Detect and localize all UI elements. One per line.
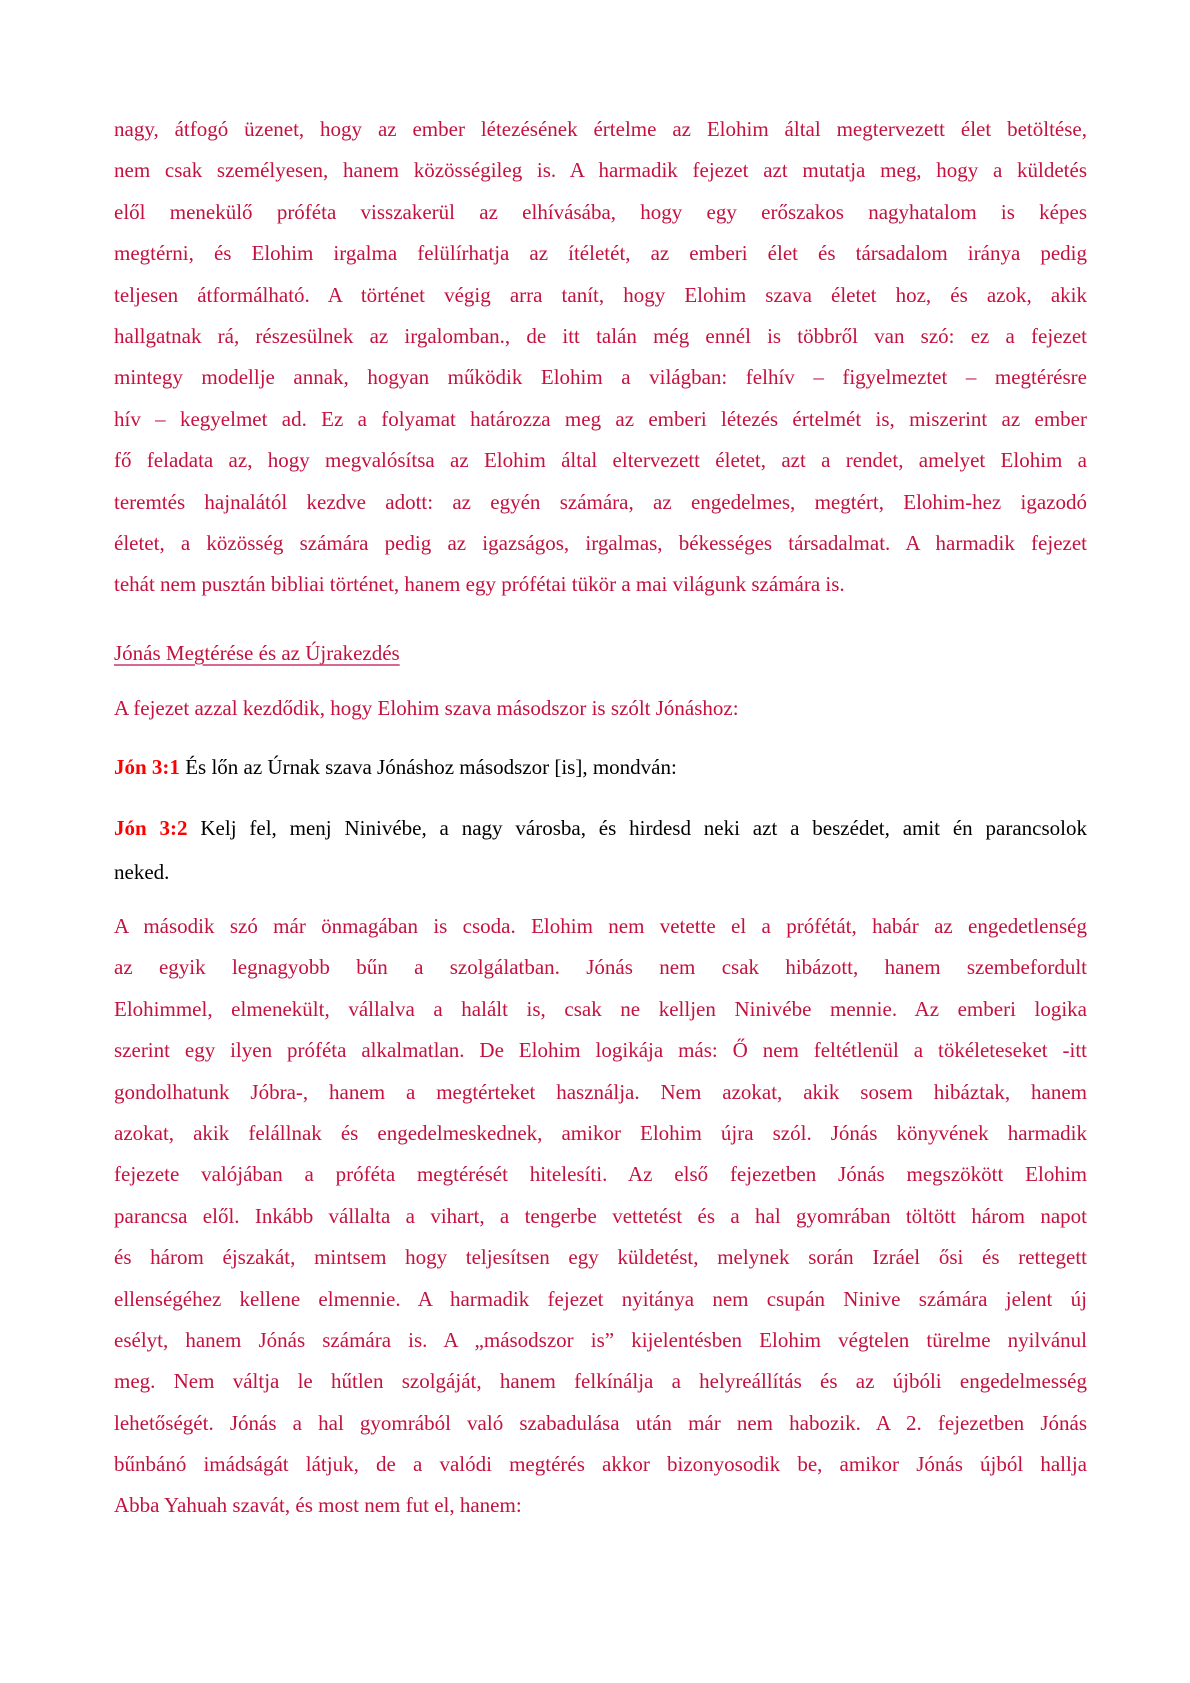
paragraph-commentary (114, 906, 1087, 1527)
text-line: az egyik legnagyobb bűn a szolgálatban. Jónás nem csak hibázott, hanem szembefordult (114, 955, 1087, 980)
text-line: parancsa elől. Inkább vállalta a vihart, a tengerbe vettetést és a hal gyomrában töltött három napot (114, 1203, 1087, 1228)
text-line: szerint egy ilyen próféta alkalmatlan. De Elohim logikája más: Ő nem feltétlenül a tökéleteseket -itt (114, 1038, 1087, 1063)
text-line: elől menekülő próféta visszakerül az elhívásába, hogy egy erőszakos nagyhatalom is képes (114, 199, 1087, 224)
text-line: és három éjszakát, mintsem hogy teljesítsen egy küldetést, melynek során Izráel ősi és rettegett (114, 1245, 1087, 1270)
text-line: bűnbánó imádságát látjuk, de a valódi megtérés akkor bizonyosodik be, amikor Jónás újból hallja (114, 1452, 1087, 1477)
text-line: fő feladata az, hogy megvalósítsa az Elohim által eltervezett életet, azt a rendet, amelyet Elohim a (114, 448, 1087, 473)
verse-ref: Jón 3:2 (114, 816, 188, 840)
text-line: Elohimmel, elmenekült, vállalva a halált is, csak ne kelljen Ninivébe mennie. Az emberi logika (114, 996, 1087, 1021)
text-line: életet, a közösség számára pedig az igazságos, irgalmas, békességes társadalmat. A harmadik fejezet (114, 530, 1087, 555)
text-line: fejezete valójában a próféta megtérését hitelesíti. Az első fejezetben Jónás megszökött Elohim (114, 1162, 1087, 1187)
text-line: lehetőségét. Jónás a hal gyomrából való szabadulása után már nem habozik. A 2. fejezetben Jónás (114, 1410, 1087, 1435)
text-line: esélyt, hanem Jónás számára is. A „másodszor is” kijelentésben Elohim végtelen türelme nyilvánul (114, 1327, 1087, 1352)
text-line: hív – kegyelmet ad. Ez a folyamat határozza meg az emberi létezés értelmét is, miszerint az ember (114, 406, 1087, 431)
text-line: gondolhatunk Jóbra-, hanem a megtérteket használja. Nem azokat, akik sosem hibáztak, hanem (114, 1079, 1087, 1104)
text-line: mintegy modellje annak, hogyan működik Elohim a világban: felhív – figyelmeztet – megtérésre (114, 365, 1087, 390)
verse-3-2 (114, 806, 1087, 894)
text-line: A második szó már önmagában is csoda. Elohim nem vetette el a prófétát, habár az engedetlenség (114, 914, 1087, 938)
text-line: tehát nem pusztán bibliai történet, hanem egy prófétai tükör a mai világunk számára is. (114, 572, 845, 597)
text-line: azokat, akik felállnak és engedelmeskednek, amikor Elohim újra szól. Jónás könyvének harmadik (114, 1120, 1087, 1145)
verse-3-1 (114, 745, 1087, 789)
verse-text: neked. (114, 860, 170, 884)
text-line: meg. Nem váltja le hűtlen szolgáját, hanem felkínálja a helyreállítás és az újbóli engedelmesség (114, 1369, 1087, 1394)
text-line: nem csak személyesen, hanem közösségileg is. A harmadik fejezet azt mutatja meg, hogy a küldetés (114, 158, 1087, 183)
text-line: teljesen átformálható. A történet végig arra tanít, hogy Elohim szava életet hoz, és azok, akik (114, 282, 1087, 307)
verse-ref: Jón 3:1 (114, 755, 180, 779)
section-heading: Jónás Megtérése és az Újrakezdés (114, 641, 400, 665)
text-line: hallgatnak rá, részesülnek az irgalomban., de itt talán még ennél is többről van szó: ez a fejezet (114, 323, 1087, 348)
text-line: megtérni, és Elohim irgalma felülírhatja az ítéletét, az emberi élet és társadalom iránya pedig (114, 241, 1087, 266)
text-line: Abba Yahuah szavát, és most nem fut el, hanem: (114, 1493, 522, 1518)
verse-text: Kelj fel, menj Ninivébe, a nagy városba, és hirdesd neki azt a beszédet, amit én parancsolok (200, 816, 1087, 840)
paragraph-intro-summary (114, 109, 1087, 606)
text-line: teremtés hajnalától kezdve adott: az egyén számára, az engedelmes, megtért, Elohim-hez igazodó (114, 489, 1087, 514)
text-line: nagy, átfogó üzenet, hogy az ember létezésének értelme az Elohim által megtervezett élet betöltése, (114, 117, 1087, 141)
intro-sentence: A fejezet azzal kezdődik, hogy Elohim szava másodszor is szólt Jónáshoz: (114, 696, 739, 720)
text-line: ellenségéhez kellene elmennie. A harmadik fejezet nyitánya nem csupán Ninive számára jelent új (114, 1286, 1087, 1311)
verse-text: És lőn az Úrnak szava Jónáshoz másodszor [is], mondván: (185, 755, 677, 779)
